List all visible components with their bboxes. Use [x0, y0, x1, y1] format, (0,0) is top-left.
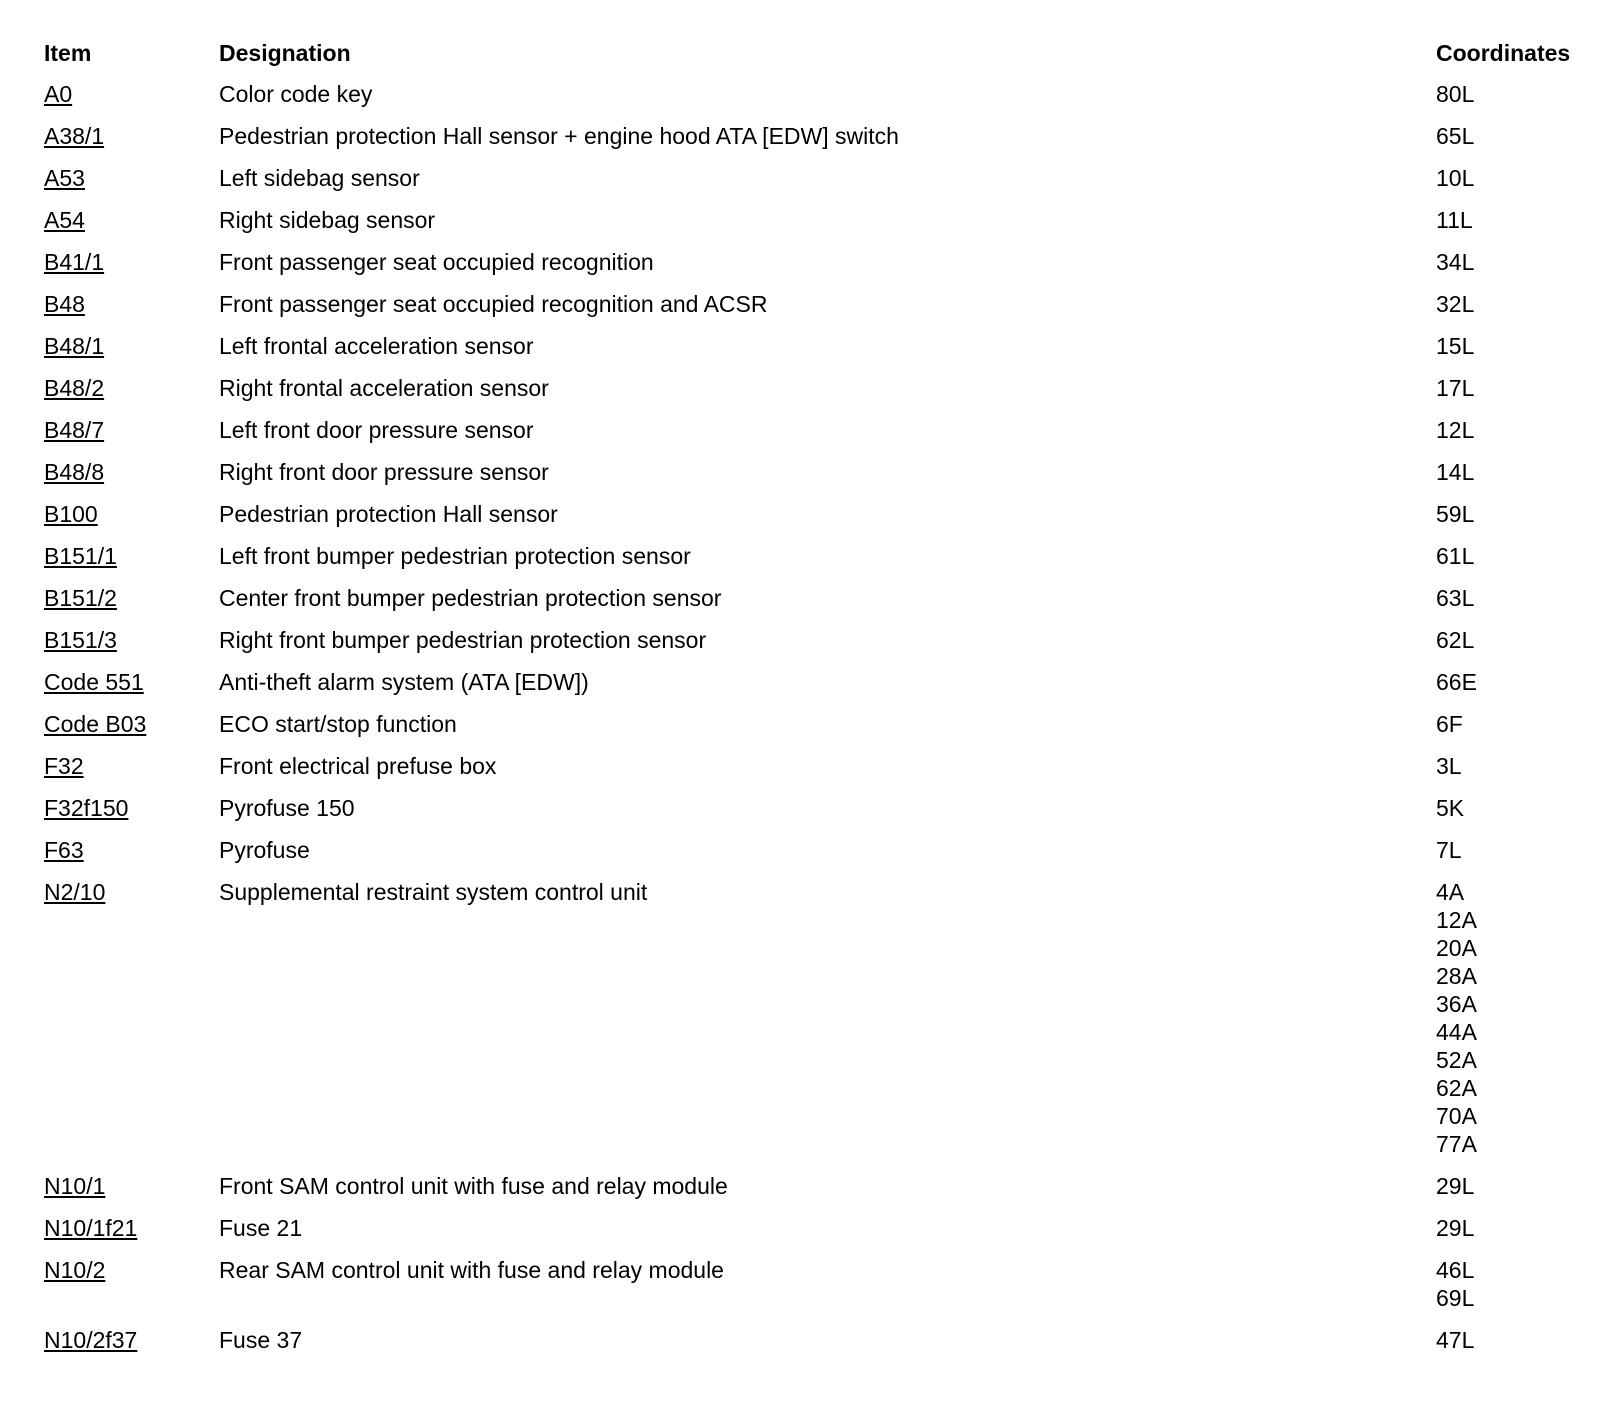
coordinate-value: 63L [1436, 585, 1475, 611]
designation-cell: Center front bumper pedestrian protection sensor [219, 585, 722, 611]
item-cell [44, 80, 219, 108]
item-link[interactable]: A38/1 [44, 123, 105, 149]
table-body [44, 79, 1574, 1367]
coordinate-value: 65L [1436, 123, 1475, 149]
item-link[interactable]: N2/10 [44, 879, 106, 905]
coordinate-value: 36A [1436, 991, 1477, 1017]
header-item: Item [44, 40, 92, 66]
item-link[interactable]: A0 [44, 81, 73, 107]
coordinates-cell [1436, 584, 1574, 612]
coordinates-cell [1436, 290, 1574, 318]
coordinate-value: 5K [1436, 795, 1465, 821]
item-cell [44, 290, 219, 318]
item-link[interactable]: N10/1 [44, 1173, 106, 1199]
table-row [44, 289, 1574, 331]
coordinates-cell [1436, 164, 1574, 192]
coordinate-value: 69L [1436, 1285, 1475, 1311]
designation-cell: Right front door pressure sensor [219, 459, 549, 485]
coordinates-cell [1436, 1326, 1574, 1354]
coordinate-value: 14L [1436, 459, 1475, 485]
table-row [44, 499, 1574, 541]
item-link[interactable]: B48/2 [44, 375, 105, 401]
coordinate-value: 59L [1436, 501, 1475, 527]
designation-cell: Fuse 37 [219, 1327, 303, 1353]
designation-cell: Supplemental restraint system control unit [219, 879, 648, 905]
designation-cell: Front SAM control unit with fuse and relay module [219, 1173, 728, 1199]
table-row [44, 331, 1574, 373]
coordinates-cell [1436, 248, 1574, 276]
table-row [44, 835, 1574, 877]
table-row [44, 667, 1574, 709]
designation-cell: Rear SAM control unit with fuse and relay module [219, 1257, 724, 1283]
item-link[interactable]: B48/8 [44, 459, 105, 485]
designation-cell: Right front bumper pedestrian protection sensor [219, 627, 707, 653]
coordinates-cell [1436, 1214, 1574, 1242]
coordinates-cell [1436, 542, 1574, 570]
item-cell [44, 1214, 219, 1242]
item-link[interactable]: Code 551 [44, 669, 144, 695]
coordinate-value: 34L [1436, 249, 1475, 275]
coordinate-value: 44A [1436, 1019, 1477, 1045]
coordinates-cell [1436, 626, 1574, 654]
item-cell [44, 122, 219, 150]
item-link[interactable]: B48/7 [44, 417, 105, 443]
designation-cell: Anti-theft alarm system (ATA [EDW]) [219, 669, 589, 695]
coordinate-value: 4A [1436, 879, 1465, 905]
item-cell [44, 206, 219, 234]
item-link[interactable]: F32f150 [44, 795, 129, 821]
coordinates-cell [1436, 1256, 1574, 1312]
coordinates-cell [1436, 416, 1574, 444]
coordinate-value: 17L [1436, 375, 1475, 401]
coordinates-cell [1436, 332, 1574, 360]
item-link[interactable]: B41/1 [44, 249, 105, 275]
item-cell [44, 1326, 219, 1354]
designation-cell: ECO start/stop function [219, 711, 457, 737]
coordinate-value: 52A [1436, 1047, 1477, 1073]
item-link[interactable]: N10/2 [44, 1257, 106, 1283]
coordinates-cell [1436, 752, 1574, 780]
coordinate-value: 29L [1436, 1215, 1475, 1241]
coordinate-value: 47L [1436, 1327, 1475, 1353]
item-link[interactable]: B151/3 [44, 627, 117, 653]
designation-cell: Fuse 21 [219, 1215, 303, 1241]
item-cell [44, 500, 219, 528]
item-cell [44, 416, 219, 444]
item-link[interactable]: N10/1f21 [44, 1215, 138, 1241]
coordinates-cell [1436, 668, 1574, 696]
coordinate-value: 62L [1436, 627, 1475, 653]
table-row [44, 541, 1574, 583]
table-row [44, 373, 1574, 415]
designation-cell: Pedestrian protection Hall sensor [219, 501, 558, 527]
coordinate-value: 80L [1436, 81, 1475, 107]
coordinates-cell [1436, 374, 1574, 402]
table-row [44, 205, 1574, 247]
coordinates-cell [1436, 710, 1574, 738]
coordinate-value: 77A [1436, 1131, 1477, 1157]
coordinate-value: 29L [1436, 1173, 1475, 1199]
coordinate-value: 6F [1436, 711, 1463, 737]
table-header [44, 39, 1574, 79]
item-link[interactable]: B48 [44, 291, 85, 317]
item-cell [44, 1172, 219, 1200]
designation-cell: Right frontal acceleration sensor [219, 375, 549, 401]
table-row [44, 1325, 1574, 1367]
item-link[interactable]: B100 [44, 501, 98, 527]
designation-cell: Left sidebag sensor [219, 165, 420, 191]
designation-cell: Left front door pressure sensor [219, 417, 534, 443]
coordinate-value: 62A [1436, 1075, 1477, 1101]
coordinates-cell [1436, 458, 1574, 486]
item-link[interactable]: N10/2f37 [44, 1327, 138, 1353]
coordinate-value: 7L [1436, 837, 1462, 863]
table-row [44, 1213, 1574, 1255]
item-cell [44, 878, 219, 906]
designation-cell: Pedestrian protection Hall sensor + engine hood ATA [EDW] switch [219, 123, 899, 149]
item-cell [44, 458, 219, 486]
table-row [44, 1255, 1574, 1325]
designation-cell: Left frontal acceleration sensor [219, 333, 534, 359]
header-designation: Designation [219, 40, 351, 66]
coordinate-value: 15L [1436, 333, 1475, 359]
item-link[interactable]: B151/2 [44, 585, 117, 611]
item-cell [44, 710, 219, 738]
coordinate-value: 32L [1436, 291, 1475, 317]
legend-table [44, 39, 1574, 1367]
coordinate-value: 46L [1436, 1257, 1475, 1283]
item-cell [44, 626, 219, 654]
designation-cell: Front passenger seat occupied recognition and ACSR [219, 291, 768, 317]
item-link[interactable]: F63 [44, 837, 84, 863]
coordinates-cell [1436, 794, 1574, 822]
table-row [44, 751, 1574, 793]
coordinates-cell [1436, 878, 1574, 1158]
coordinate-value: 11L [1436, 207, 1473, 233]
coordinate-value: 12A [1436, 907, 1477, 933]
item-cell [44, 542, 219, 570]
table-row [44, 457, 1574, 499]
coordinate-value: 28A [1436, 963, 1477, 989]
header-coordinates: Coordinates [1436, 40, 1571, 66]
designation-cell: Pyrofuse 150 [219, 795, 355, 821]
item-cell [44, 248, 219, 276]
designation-cell: Front passenger seat occupied recognition [219, 249, 654, 275]
item-link[interactable]: B48/1 [44, 333, 105, 359]
table-row [44, 709, 1574, 751]
coordinate-value: 10L [1436, 165, 1475, 191]
coordinates-cell [1436, 836, 1574, 864]
item-link[interactable]: Code B03 [44, 711, 147, 737]
coordinates-cell [1436, 122, 1574, 150]
table-row [44, 79, 1574, 121]
designation-cell: Right sidebag sensor [219, 207, 436, 233]
designation-cell: Left front bumper pedestrian protection sensor [219, 543, 691, 569]
item-cell [44, 164, 219, 192]
item-cell [44, 752, 219, 780]
table-row [44, 583, 1574, 625]
item-cell [44, 794, 219, 822]
item-cell [44, 374, 219, 402]
coordinates-cell [1436, 500, 1574, 528]
item-cell [44, 668, 219, 696]
item-link[interactable]: A53 [44, 165, 85, 191]
coordinates-cell [1436, 80, 1574, 108]
table-row [44, 163, 1574, 205]
table-row [44, 247, 1574, 289]
coordinate-value: 66E [1436, 669, 1477, 695]
designation-cell: Color code key [219, 81, 373, 107]
item-link[interactable]: A54 [44, 207, 85, 233]
item-cell [44, 584, 219, 612]
coordinate-value: 3L [1436, 753, 1462, 779]
coordinate-value: 61L [1436, 543, 1475, 569]
table-row [44, 625, 1574, 667]
item-cell [44, 1256, 219, 1284]
coordinate-value: 20A [1436, 935, 1477, 961]
table-row [44, 1171, 1574, 1213]
table-row [44, 877, 1574, 1171]
table-row [44, 121, 1574, 163]
coordinate-value: 70A [1436, 1103, 1477, 1129]
item-cell [44, 332, 219, 360]
table-row [44, 793, 1574, 835]
coordinates-cell [1436, 1172, 1574, 1200]
coordinate-value: 12L [1436, 417, 1475, 443]
designation-cell: Front electrical prefuse box [219, 753, 497, 779]
coordinates-cell [1436, 206, 1574, 234]
item-link[interactable]: F32 [44, 753, 84, 779]
item-cell [44, 836, 219, 864]
item-link[interactable]: B151/1 [44, 543, 117, 569]
table-row [44, 415, 1574, 457]
designation-cell: Pyrofuse [219, 837, 310, 863]
